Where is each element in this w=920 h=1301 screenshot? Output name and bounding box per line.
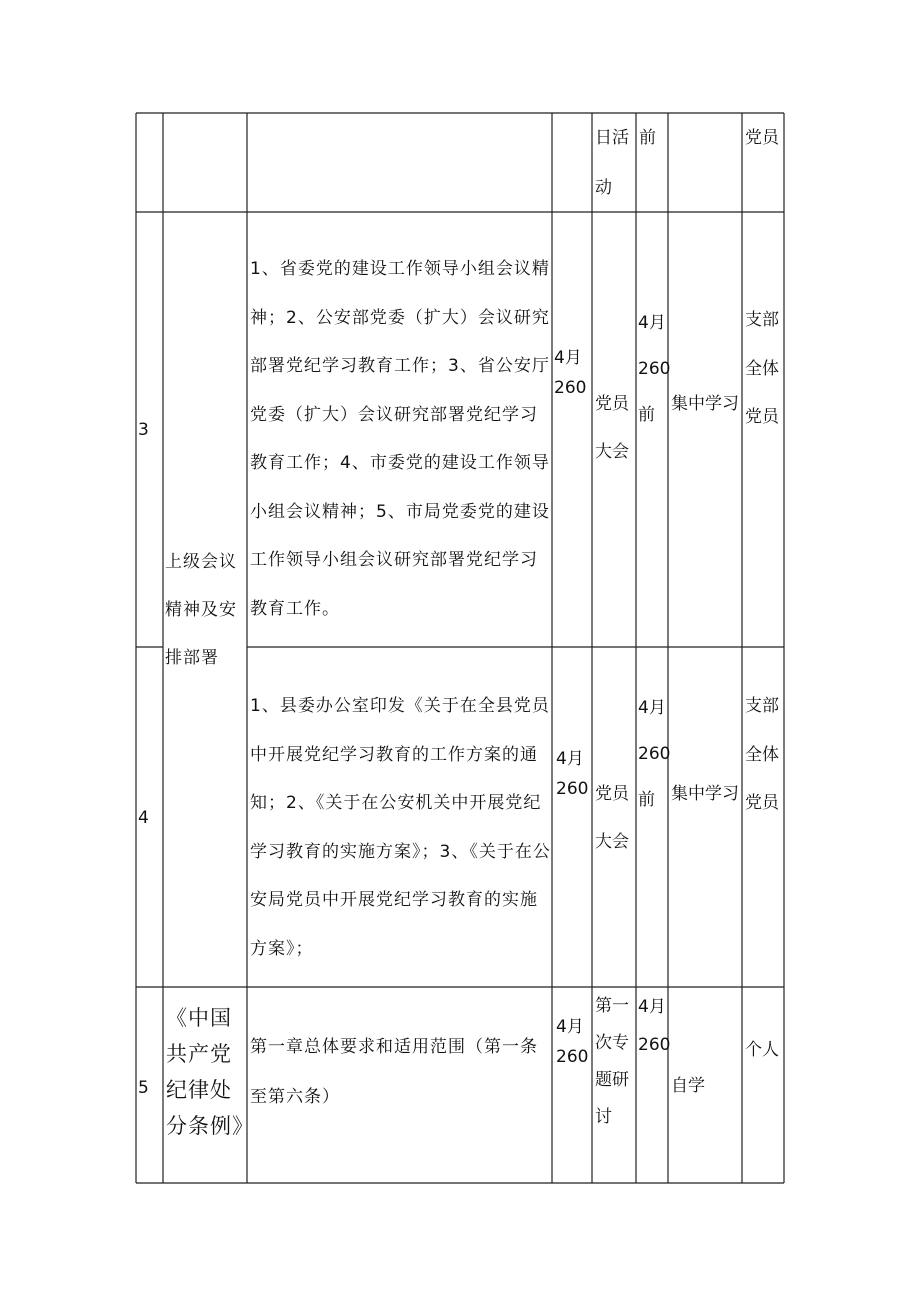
row4-deadline: 4月260前	[638, 698, 671, 810]
row3-no: 3	[138, 420, 149, 440]
row3-content: 1、省委党的建设工作领导小组会议精神；2、公安部党委（扩大）会议研究部署党纪学习教育工作；3、省公安厅党委（扩大）会议研究部署党纪学习教育工作；4、市委党的建设工作领导小组会议精神；5、市局党委党的建设工作领导小组会议研究部署党纪学习教育工作。	[250, 259, 550, 619]
row4-no: 4	[138, 808, 149, 828]
row3-date: 4月260	[554, 348, 587, 398]
row-top-type: 日活动	[595, 128, 629, 198]
group-topic: 上级会议精神及安排部署	[165, 552, 237, 668]
row-top-participants: 党员	[745, 128, 779, 148]
row-top-deadline: 前	[639, 128, 656, 148]
row3-form: 集中学习	[671, 394, 739, 414]
row5-type: 第一次专题研讨	[595, 996, 629, 1127]
row5-participants: 个人	[745, 1040, 779, 1060]
row4-type: 党员大会	[595, 784, 629, 852]
row5-date: 4月260	[556, 1017, 589, 1067]
row5-topic: 《中国共产党纪律处分条例》	[166, 1006, 254, 1138]
row4-form: 集中学习	[671, 784, 739, 804]
row5-content: 第一章总体要求和适用范围（第一条至第六条）	[250, 1037, 538, 1107]
row3-participants: 支部全体党员	[745, 310, 779, 427]
row5-deadline: 4月260	[638, 997, 671, 1055]
row4-content: 1、县委办公室印发《关于在全县党员中开展党纪学习教育的工作方案的通知；2、《关于在公安机关中开展党纪学习教育的实施方案》；3、《关于在公安局党员中开展党纪学习教育的实施方案》；	[250, 696, 551, 959]
row4-participants: 支部全体党员	[745, 696, 779, 813]
row3-deadline: 4月260前	[638, 313, 671, 425]
row5-no: 5	[138, 1078, 149, 1098]
row3-type: 党员大会	[595, 394, 629, 462]
row4-date: 4月260	[556, 749, 589, 799]
row5-form: 自学	[671, 1076, 705, 1096]
